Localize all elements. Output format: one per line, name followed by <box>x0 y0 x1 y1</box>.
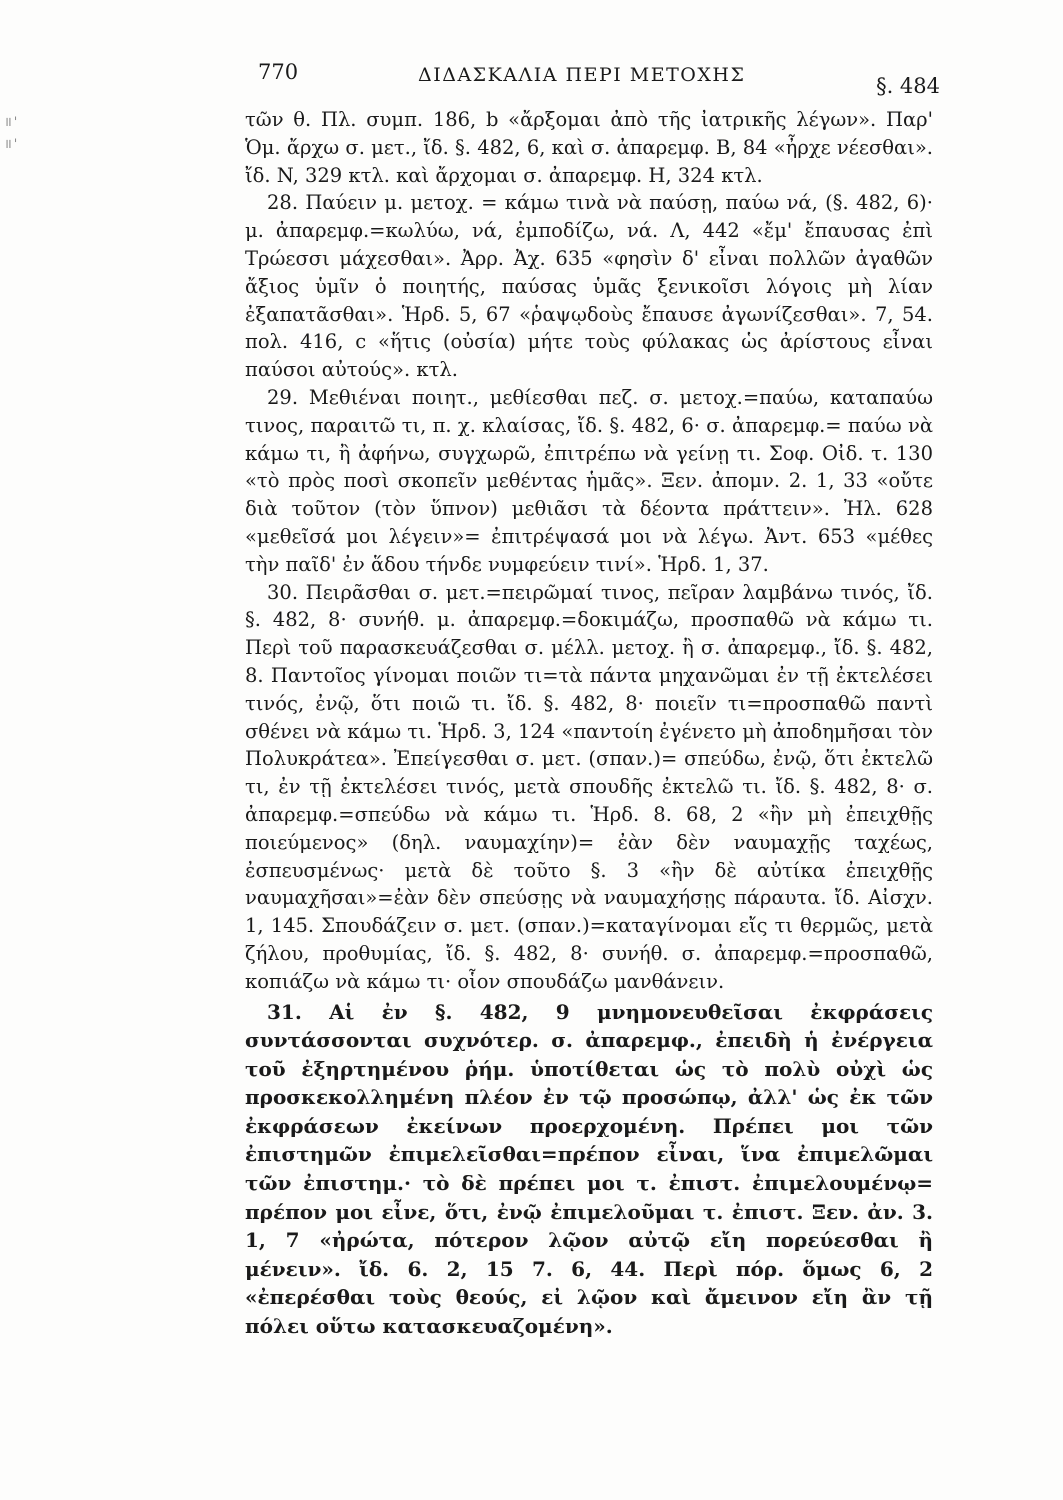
running-title: ΔΙΔΑΣΚΑΛΙΑ ΠΕΡΙ ΜΕΤΟΧΗΣ <box>418 64 746 86</box>
paragraph-29: 29. Μεθιέναι ποιητ., μεθίεσθαι πεζ. σ. μετοχ.=παύω, καταπαύω τινος, παραιτῶ τι, π. χ. κλαίσας, ἴδ. §. 482, 6· σ. ἀπαρεμφ.= παύω νὰ κάμω τι, ἢ ἀφήνω, συγχωρῶ, ἐπιτρέπω νὰ γείνῃ τι. Σοφ. Οἰδ. τ. 130 «τὸ πρὸς ποσὶ σκοπεῖν μεθέντας ἡμᾶς». Ξεν. ἀπομν. 2. 1, 33 «οὔτε διὰ τοῦτον (τὸν ὕπνον) μεθιᾶσι τὰ δέοντα πράττειν». Ἠλ. 628 «μεθεῖσά μοι λέγειν»= ἐπιτρέψασά μοι νὰ λέγω. Ἀντ. 653 «μέθες τὴν παῖδ' ἐν ἅδου τήνδε νυμφεύειν τινί». Ἡρδ. 1, 37. <box>245 385 933 576</box>
section-number: §. 484 <box>876 74 940 98</box>
paragraph-28: 28. Παύειν μ. μετοχ. = κάμω τινὰ νὰ παύσῃ, παύω νά, (§. 482, 6)· μ. ἀπαρεμφ.=κωλύω, νά, ἐμποδίζω, νά. Λ, 442 «ἔμ' ἔπαυσας ἐπὶ Τρώεσσι μάχεσθαι». Ἀρρ. Ἀχ. 635 «φησὶν δ' εἶναι πολλῶν ἀγαθῶν ἄξιος ὑμῖν ὁ ποιητής, παύσας ὑμᾶς ξενικοῖσι λόγοις μὴ λίαν ἐξαπατᾶσθαι». Ἡρδ. 5, 67 «ῥαψῳδοὺς ἔπαυσε ἀγωνίζεσθαι». 7, 54. πολ. 416, c «ἥτις (οὐσία) μήτε τοὺς φύλακας ὡς ἀρίστους εἶναι παύσοι αὐτούς». κτλ. <box>245 191 933 382</box>
paragraph-31: 31. Αἱ ἐν §. 482, 9 μνημονευθεῖσαι ἐκφράσεις συντάσσονται συχνότερ. σ. ἀπαρεμφ., ἐπειδὴ ἡ ἐνέργεια τοῦ ἐξηρτημένου ῥήμ. ὑποτίθεται ὡς τὸ πολὺ οὐχὶ ὡς προσκεκολλημένη πλέον ἐν τῷ προσώπῳ, ἀλλ' ὡς ἐκ τῶν ἐκφράσεων ἐκείνων προερχομένη. Πρέπει μοι τῶν ἐπιστημῶν ἐπιμελεῖσθαι=πρέπον εἶναι, ἵνα ἐπιμελῶμαι τῶν ἐπιστημ.· τὸ δὲ πρέπει μοι τ. ἐπιστ. ἐπιμελουμένῳ= πρέπον μοι εἶνε, ὅτι, ἐνῷ ἐπιμελοῦμαι τ. ἐπιστ. Ξεν. ἀν. 3. 1, 7 «ἠρώτα, πότερον λῷον αὐτῷ εἴη πορεύεσθαι ἢ μένειν». ἴδ. 6. 2, 15 7. 6, 44. Περὶ πόρ. ὅμως 6, 2 «ἐπερέσθαι τοὺς θεούς, εἰ λῷον καὶ ἄμεινον εἴη ἂν τῇ πόλει οὕτω κατασκευαζομένη». <box>245 999 933 1339</box>
running-head <box>258 58 940 98</box>
paragraph-30: 30. Πειρᾶσθαι σ. μετ.=πειρῶμαί τινος, πεῖραν λαμβάνω τινός, ἴδ. §. 482, 8· συνήθ. μ. ἀπαρεμφ.=δοκιμάζω, προσπαθῶ νὰ κάμω τι. Περὶ τοῦ παρασκευάζεσθαι σ. μέλλ. μετοχ. ἢ σ. ἀπαρεμφ., ἴδ. §. 482, 8. Παντοῖος γίνομαι ποιῶν τι=τὰ πάντα μηχανῶμαι ἐν τῇ ἐκτελέσει τινός, ἐνῷ, ὅτι ποιῶ τι. ἴδ. §. 482, 8· ποιεῖν τι=προσπαθῶ παντὶ σθένει νὰ κάμω τι. Ἡρδ. 3, 124 «παντοίη ἐγένετο μὴ ἀποδημῆσαι τὸν Πολυκράτεα». Ἐπείγεσθαι σ. μετ. (σπαν.)= σπεύδω, ἐνῷ, ὅτι ἐκτελῶ τι, ἐν τῇ ἐκτελέσει τινός, μετὰ σπουδῆς ἐκτελῶ τι. ἴδ. §. 482, 8· σ. ἀπαρεμφ.=σπεύδω νὰ κάμω τι. Ἡρδ. 8. 68, 2 «ἢν μὴ ἐπειχθῇς ποιεύμενος» (δηλ. ναυμαχίην)= ἐὰν δὲν ναυμαχῇς ταχέως, ἐσπευσμένως· μετὰ δὲ τοῦτο §. 3 «ἢν δὲ αὐτίκα ἐπειχθῇς ναυμαχῆσαι»=ἐὰν δὲν σπεύσῃς νὰ ναυμαχήσῃς πάραυτα. ἴδ. Αἰσχν. 1, 145. Σπουδάζειν σ. μετ. (σπαν.)=καταγίνομαι εἴς τι θερμῶς, μετὰ ζήλου, προθυμίας, ἴδ. §. 482, 8· συνήθ. σ. ἀπαρεμφ.=προσπαθῶ, κοπιάζω νὰ κάμω τι· οἷον σπουδάζω μανθάνειν. <box>245 580 933 993</box>
page-number: 770 <box>258 60 299 84</box>
paragraph-continuation: τῶν θ. Πλ. συμπ. 186, b «ἄρξομαι ἀπὸ τῆς ἰατρικῆς λέγων». Παρ' Ὁμ. ἄρχω σ. μετ., ἴδ. §. 482, 6, καὶ σ. ἀπαρεμφ. B, 84 «ἦρχε νέεσθαι». ἴδ. N, 329 κτλ. καὶ ἄρχομαι σ. ἀπαρεμφ. H, 324 κτλ. <box>245 108 933 187</box>
margin-marks: ॥' ॥' <box>4 115 20 152</box>
main-text <box>245 106 933 1341</box>
